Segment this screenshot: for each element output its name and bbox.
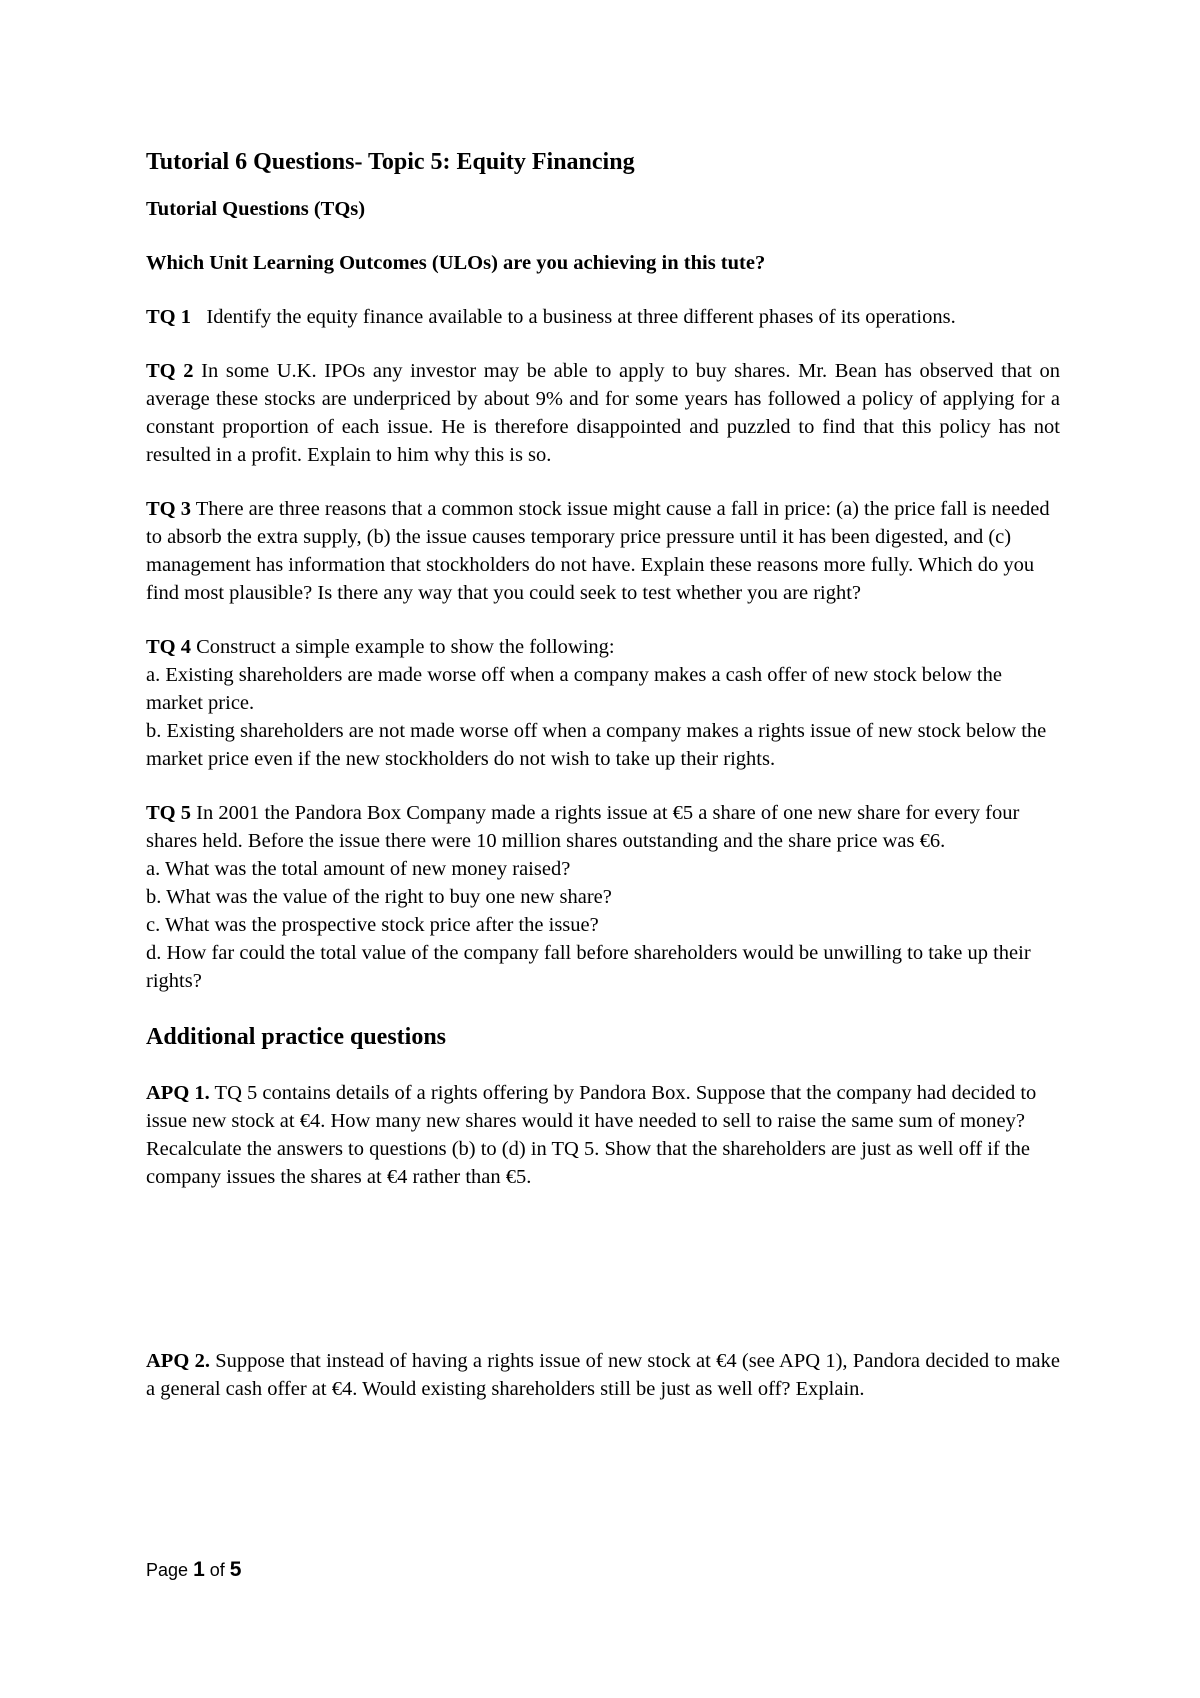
- blank-space: [146, 1191, 1060, 1321]
- question-tq3: [146, 495, 1060, 607]
- sub-question-a: a. What was the total amount of new money raised?: [146, 858, 571, 880]
- question-tq5: [146, 799, 1060, 995]
- question-text: In some U.K. IPOs any investor may be able to apply to buy shares. Mr. Bean has observed that on average these stocks are underpriced by about 9% and for some years has followed a policy of applying for a constant proportion of each issue. He is therefore disappointed and puzzled to find that this policy has not resulted in a profit. Explain to him why this is so.: [146, 360, 1060, 466]
- of-word: of: [209, 1560, 225, 1580]
- question-label: TQ 3: [146, 498, 191, 520]
- sub-question-d: d. How far could the total value of the company fall before shareholders would be unwilling to take up their rights?: [146, 942, 1031, 992]
- question-apq2: [146, 1347, 1060, 1403]
- document-page: [146, 140, 1060, 1403]
- question-label: APQ 2.: [146, 1350, 210, 1372]
- sub-question-b: b. Existing shareholders are not made worse off when a company makes a rights issue of new stock below the market price even if the new stockholders do not wish to take up their rights.: [146, 720, 1047, 770]
- question-label: TQ 4: [146, 636, 191, 658]
- sub-question-a: a. Existing shareholders are made worse off when a company makes a cash offer of new stock below the market price.: [146, 664, 1002, 714]
- question-text: TQ 5 contains details of a rights offering by Pandora Box. Suppose that the company had decided to issue new stock at €4. How many new shares would it have needed to sell to raise the same sum of money? Recalculate the answers to questions (b) to (d) in TQ 5. Show that the shareholders are just as well off if the company issues the shares at €4 rather than €5.: [146, 1082, 1037, 1188]
- subtitle: Tutorial Questions (TQs): [146, 198, 366, 220]
- question-tq1: [146, 303, 1060, 331]
- question-tq4: [146, 633, 1060, 773]
- page-title: Tutorial 6 Questions- Topic 5: Equity Financing: [146, 149, 635, 175]
- question-text: There are three reasons that a common stock issue might cause a fall in price: (a) the price fall is needed to absorb the extra supply, (b) the issue causes temporary price pressure until it has been digested, and (c) management has information that stockholders do not have. Explain these reasons more fully. Which do you find most plausible? Is there any way that you could seek to test whether you are right?: [146, 498, 1050, 604]
- question-label: TQ 5: [146, 802, 191, 824]
- question-tq2: [146, 357, 1060, 469]
- sub-question-c: c. What was the prospective stock price after the issue?: [146, 914, 599, 936]
- question-label: TQ 2: [146, 360, 194, 382]
- section-heading: Additional practice questions: [146, 1024, 447, 1050]
- question-text: Construct a simple example to show the following:: [196, 636, 615, 658]
- question-apq1: [146, 1079, 1060, 1191]
- question-text: In 2001 the Pandora Box Company made a rights issue at €5 a share of one new share for every four shares held. Before the issue there were 10 million shares outstanding and the share price was €6.: [146, 802, 1020, 852]
- ulo-question: Which Unit Learning Outcomes (ULOs) are you achieving in this tute?: [146, 252, 766, 274]
- sub-question-b: b. What was the value of the right to buy one new share?: [146, 886, 612, 908]
- page-word: Page: [146, 1560, 189, 1580]
- page-footer: [146, 1558, 241, 1582]
- question-text: Suppose that instead of having a rights issue of new stock at €4 (see APQ 1), Pandora decided to make a general cash offer at €4. Would existing shareholders still be just as well off? Explain.: [146, 1350, 1061, 1400]
- question-label: APQ 1.: [146, 1082, 210, 1104]
- page-current: 1: [193, 1558, 205, 1581]
- question-text: Identify the equity finance available to a business at three different phases of its operations.: [206, 306, 956, 328]
- page-total: 5: [229, 1558, 242, 1581]
- question-label: TQ 1: [146, 306, 191, 328]
